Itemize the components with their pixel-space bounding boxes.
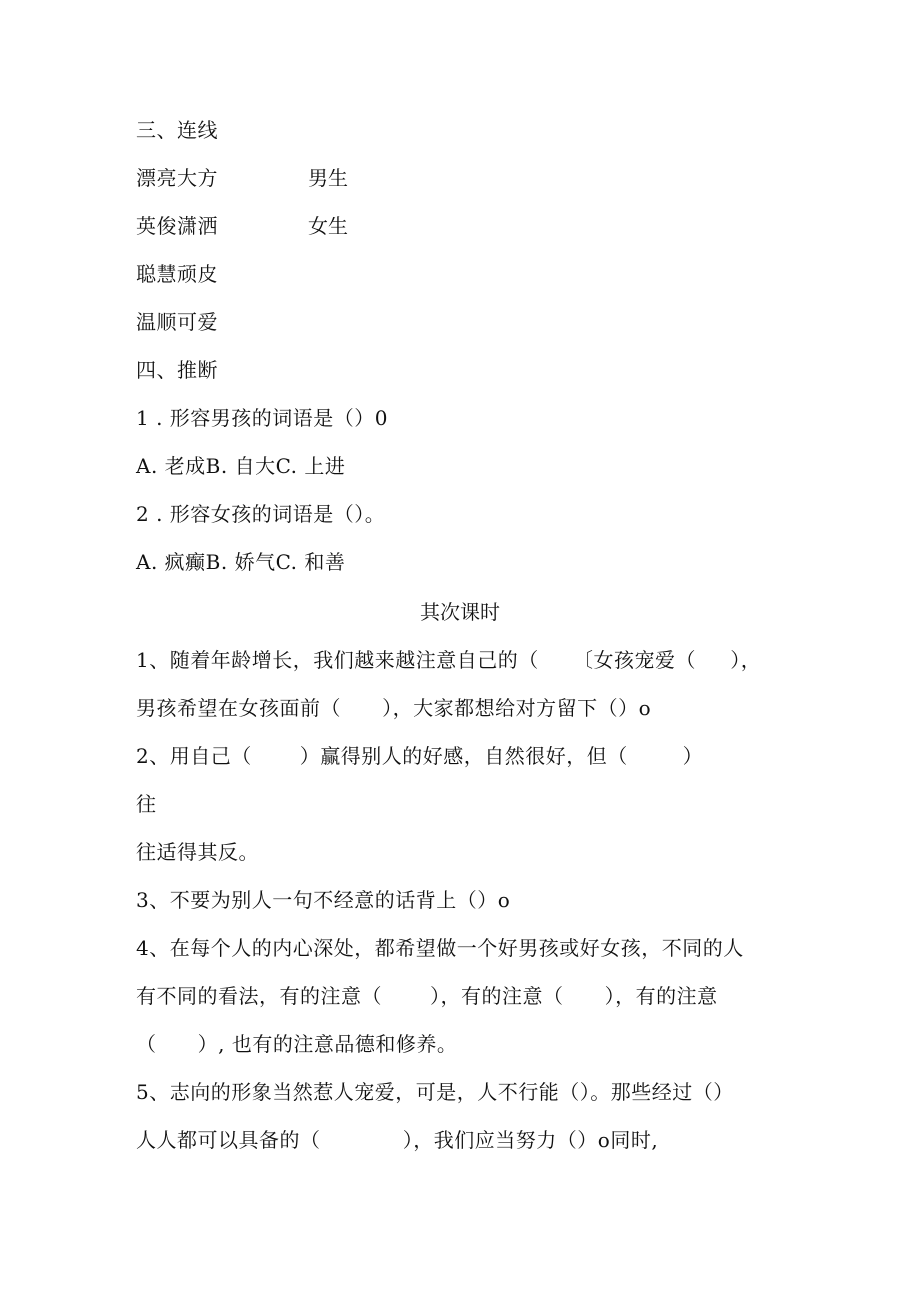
- question-1: 1 . 形容男孩的词语是（）0: [136, 406, 389, 430]
- lesson-line: 1、随着年龄增长，我们越来越注意自己的（ 〔女孩宠爱（ ），: [136, 648, 762, 672]
- match-left-item: 聪慧顽皮: [136, 262, 218, 286]
- lesson-line: 4、在每个人的内心深处，都希望做一个好男孩或好女孩，不同的人: [136, 936, 744, 960]
- question-1-options: A. 老成B. 自大C. 上进: [136, 454, 346, 478]
- question-2: 2 . 形容女孩的词语是（）。: [136, 502, 386, 526]
- lesson-line: 有不同的看法，有的注意（ ），有的注意（ ），有的注意: [136, 984, 718, 1008]
- match-left-item: 漂亮大方: [136, 166, 218, 190]
- lesson-line: 往: [136, 792, 157, 816]
- match-right-item: 女生: [308, 214, 348, 238]
- match-left-item: 英俊潇洒: [136, 214, 218, 238]
- section3-title: 三、连线: [136, 118, 218, 142]
- question-2-options: A. 疯癫B. 娇气C. 和善: [136, 550, 346, 574]
- match-right-item: 男生: [308, 166, 348, 190]
- lesson2-title: 其次课时: [420, 600, 500, 624]
- lesson-line: （ ）, 也有的注意品德和修养。: [136, 1032, 458, 1056]
- lesson-line: 往适得其反。: [136, 840, 259, 864]
- lesson-line: 5、志向的形象当然惹人宠爱，可是，人不行能（）。那些经过（）: [136, 1080, 734, 1104]
- lesson-line: 人人都可以具备的（ ），我们应当努力（）o同时,: [136, 1128, 659, 1152]
- match-left-item: 温顺可爱: [136, 310, 218, 334]
- section4-title: 四、推断: [136, 358, 218, 382]
- lesson-line: 3、不要为别人一句不经意的话背上（）o: [136, 888, 511, 912]
- lesson-line: 2、用自己（ ）赢得别人的好感，自然很好，但（ ）: [136, 744, 704, 768]
- lesson-line: 男孩希望在女孩面前（ ），大家都想给对方留下（）o: [136, 696, 652, 720]
